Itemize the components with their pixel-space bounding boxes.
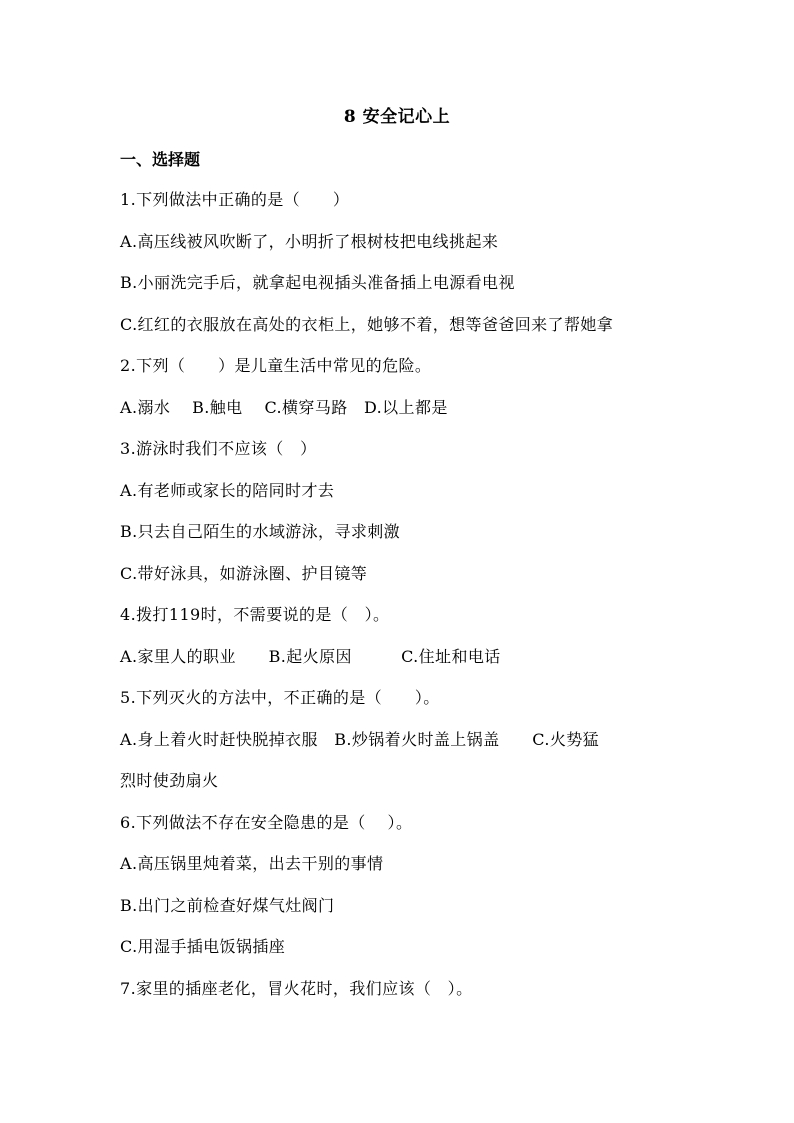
question-1-stem: 1.下列做法中正确的是（ ） (120, 190, 350, 209)
question-1-option-a: A.高压线被风吹断了，小明折了根树枝把电线挑起来 (120, 231, 499, 251)
question-4-options: A.家里人的职业 B.起火原因 C.住址和电话 (120, 646, 501, 666)
question-6-option-a: A.高压锅里炖着菜，出去干别的事情 (120, 854, 384, 873)
question-7-stem: 7.家里的插座老化，冒火花时，我们应该（ ）。 (120, 978, 473, 998)
question-6-stem: 6.下列做法不存在安全隐患的是（ ）。 (120, 812, 413, 832)
question-6-option-c: C.用湿手插电饭锅插座 (120, 937, 286, 956)
question-3-option-c: C.带好泳具，如游泳圈、护目镜等 (120, 563, 368, 583)
question-5-stem: 5.下列灭火的方法中，不正确的是（ ）。 (120, 688, 440, 707)
question-3-option-b: B.只去自己陌生的水域游泳，寻求刺激 (120, 522, 401, 541)
question-2-options: A.溺水 B.触电 C.横穿马路 D.以上都是 (120, 397, 448, 417)
section-heading: 一、选择题 (120, 150, 201, 169)
question-3-stem: 3.游泳时我们不应该（ ） (120, 439, 317, 458)
page-title: 8 安全记心上 (343, 107, 451, 127)
question-3-option-a: A.有老师或家长的陪同时才去 (120, 480, 335, 500)
question-4-stem: 4.拨打119时，不需要说的是（ ）。 (120, 605, 390, 624)
question-5-options-continued: 烈时使劲扇火 (120, 771, 219, 790)
question-6-option-b: B.出门之前检查好煤气灶阀门 (120, 895, 335, 915)
question-1-option-c: C.红红的衣服放在高处的衣柜上，她够不着，想等爸爸回来了帮她拿 (120, 314, 614, 334)
question-list (120, 187, 680, 1017)
question-1-option-b: B.小丽洗完手后，就拿起电视插头准备插上电源看电视 (120, 273, 515, 292)
question-2-stem: 2.下列（ ）是儿童生活中常见的危险。 (120, 356, 432, 375)
question-5-options: A.身上着火时赶快脱掉衣服 B.炒锅着火时盖上锅盖 C.火势猛 (120, 729, 600, 749)
